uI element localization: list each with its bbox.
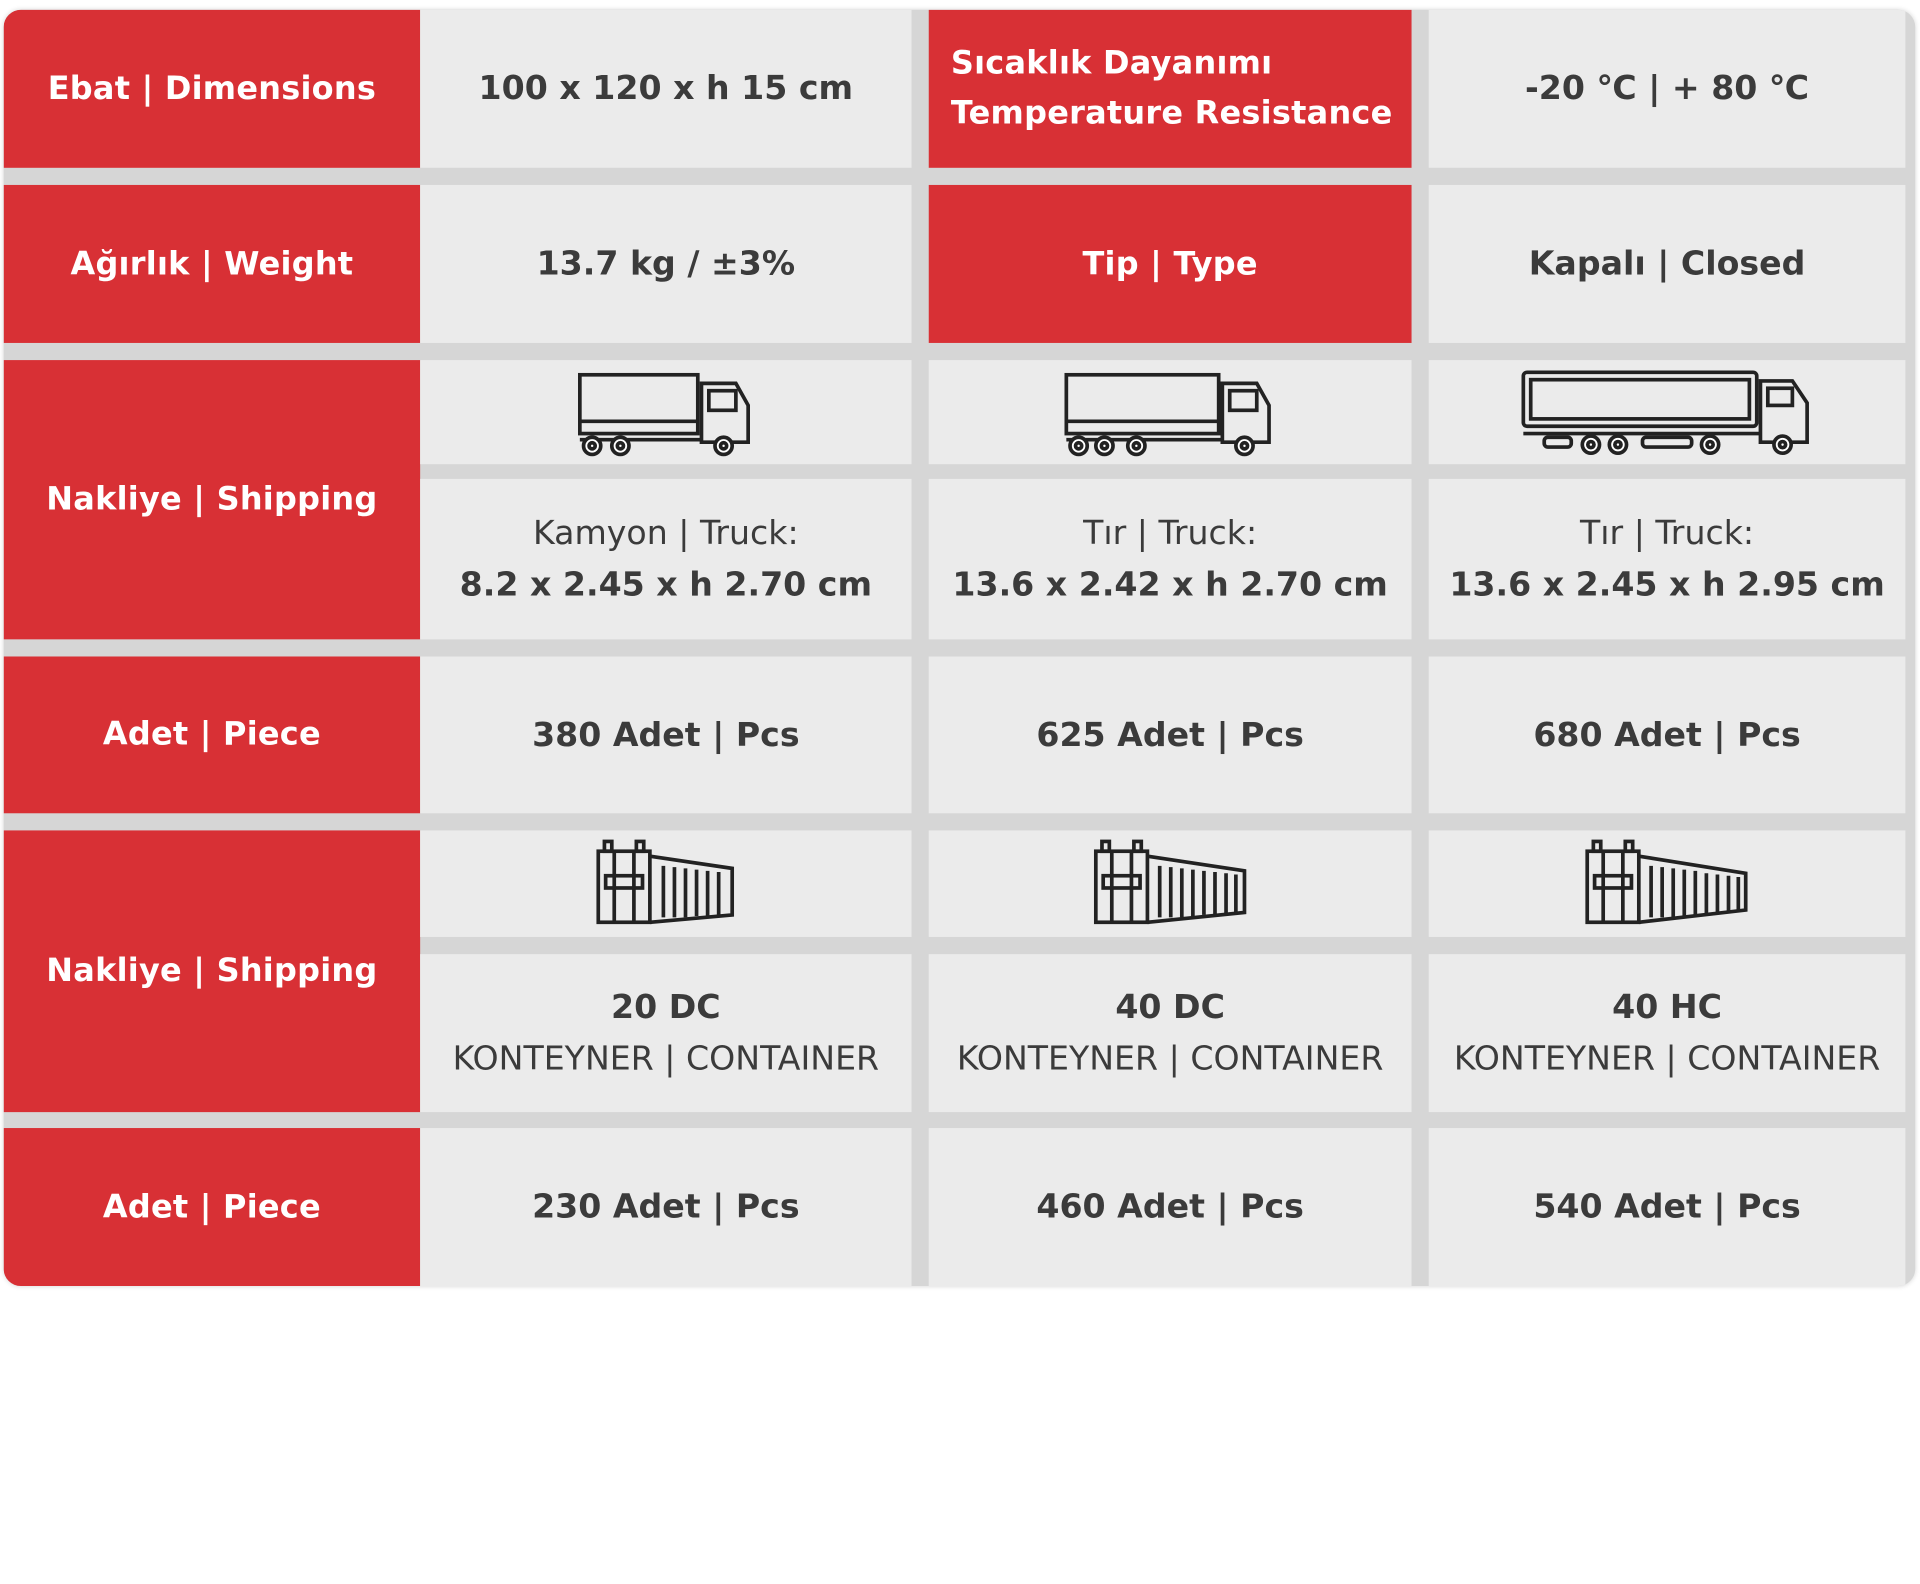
long-truck-icon — [929, 360, 1412, 464]
temperature-value-text: -20 ℃ | + 80 ℃ — [1525, 69, 1810, 108]
truck-pieces-value — [929, 656, 1412, 813]
container-code: 20 DC — [611, 987, 721, 1026]
type-label — [929, 185, 1412, 343]
weight-label-text: Ağırlık | Weight — [70, 245, 354, 283]
truck-option-size: 13.6 x 2.45 x h 2.95 cm — [1449, 565, 1885, 604]
truck-option-name: Kamyon | Truck: — [532, 513, 799, 552]
dimensions-value-text: 100 x 120 x h 15 cm — [478, 69, 854, 108]
container-pieces-label-text: Adet | Piece — [102, 1188, 321, 1226]
truck-option-name: Tır | Truck: — [1083, 513, 1258, 552]
container-shipping-label-text: Nakliye | Shipping — [46, 952, 378, 990]
truck-shipping-label-text: Nakliye | Shipping — [46, 481, 378, 519]
temperature-label-tr: Sıcaklık Dayanımı — [950, 45, 1273, 83]
weight-label — [4, 185, 420, 343]
container-icon — [420, 830, 911, 937]
truck-pieces-value — [420, 656, 911, 813]
container-shipping-label — [4, 830, 420, 1112]
container-pieces-label — [4, 1128, 420, 1286]
truck-option-name: Tır | Truck: — [1580, 513, 1755, 552]
dimensions-value — [420, 10, 911, 168]
pieces-text: 540 Adet | Pcs — [1533, 1188, 1801, 1227]
container-pieces-value — [420, 1128, 911, 1286]
temperature-label-en: Temperature Resistance — [950, 94, 1393, 132]
dimensions-label — [4, 10, 420, 168]
container-option-20dc — [420, 954, 911, 1112]
container-pieces-value — [929, 1128, 1412, 1286]
weight-value — [420, 185, 911, 343]
container-option-40hc — [1429, 954, 1906, 1112]
container-code: 40 DC — [1115, 987, 1225, 1026]
container-pieces-value — [1429, 1128, 1906, 1286]
truck-shipping-label — [4, 360, 420, 639]
semi-trailer-truck-icon — [1429, 360, 1906, 464]
temperature-value — [1429, 10, 1906, 168]
truck-option-semi — [1429, 479, 1906, 639]
truck-pieces-value — [1429, 656, 1906, 813]
pieces-text: 680 Adet | Pcs — [1533, 715, 1801, 754]
truck-option-box — [420, 479, 911, 639]
truck-option-size: 8.2 x 2.45 x h 2.70 cm — [459, 565, 873, 604]
box-truck-icon — [420, 360, 911, 464]
type-value-text: Kapalı | Closed — [1528, 244, 1806, 283]
truck-pieces-label-text: Adet | Piece — [102, 716, 321, 754]
container-icon — [1429, 830, 1906, 937]
container-code: 40 HC — [1612, 987, 1722, 1026]
container-name: KONTEYNER | CONTAINER — [956, 1039, 1384, 1078]
pieces-text: 625 Adet | Pcs — [1036, 715, 1304, 754]
truck-option-size: 13.6 x 2.42 x h 2.70 cm — [952, 565, 1388, 604]
container-icon — [929, 830, 1412, 937]
pieces-text: 380 Adet | Pcs — [532, 715, 800, 754]
temperature-label — [929, 10, 1412, 168]
container-name: KONTEYNER | CONTAINER — [452, 1039, 880, 1078]
pieces-text: 460 Adet | Pcs — [1036, 1188, 1304, 1227]
dimensions-label-text: Ebat | Dimensions — [47, 70, 377, 108]
spec-table — [4, 10, 1916, 1286]
container-name: KONTEYNER | CONTAINER — [1453, 1039, 1881, 1078]
truck-option-long — [929, 479, 1412, 639]
weight-value-text: 13.7 kg / ±3% — [536, 244, 796, 283]
container-option-40dc — [929, 954, 1412, 1112]
truck-pieces-label — [4, 656, 420, 813]
pieces-text: 230 Adet | Pcs — [532, 1188, 800, 1227]
type-value — [1429, 185, 1906, 343]
type-label-text: Tip | Type — [1082, 245, 1258, 283]
